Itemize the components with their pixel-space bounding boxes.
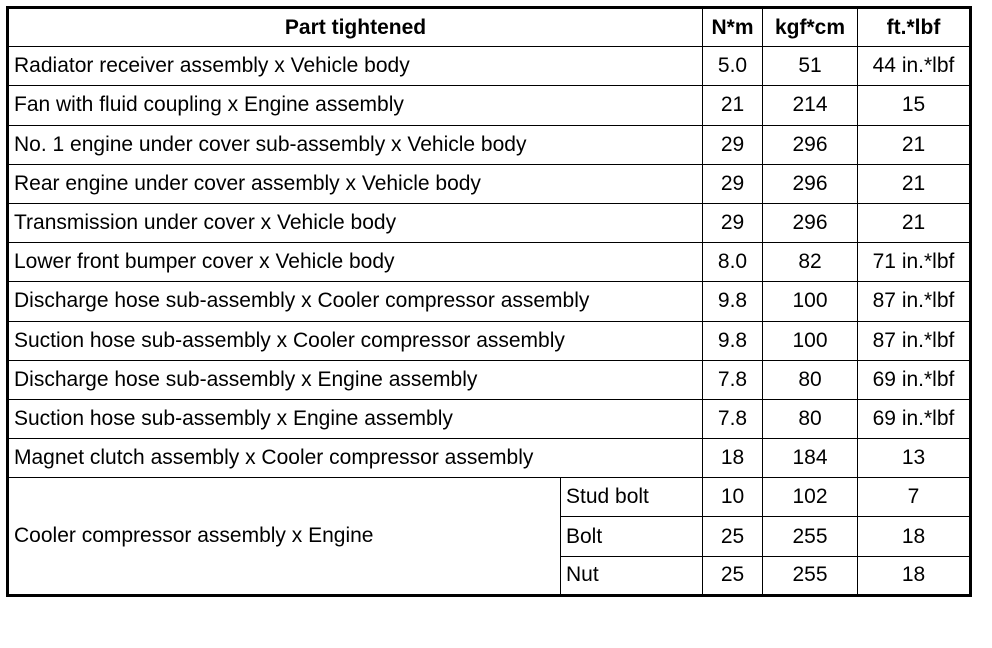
nm-cell: 8.0 bbox=[703, 243, 763, 282]
part-cell: Transmission under cover x Vehicle body bbox=[8, 203, 703, 242]
ft-cell: 18 bbox=[858, 517, 971, 556]
header-kgf: kgf*cm bbox=[763, 8, 858, 47]
fastener-cell: Stud bolt bbox=[561, 478, 703, 517]
fastener-cell: Bolt bbox=[561, 517, 703, 556]
kgf-cell: 80 bbox=[763, 399, 858, 438]
table-row bbox=[8, 47, 971, 86]
ft-cell: 18 bbox=[858, 556, 971, 595]
table-row bbox=[8, 243, 971, 282]
kgf-cell: 296 bbox=[763, 125, 858, 164]
table-row bbox=[8, 164, 971, 203]
table-row bbox=[8, 321, 971, 360]
part-cell: Radiator receiver assembly x Vehicle body bbox=[8, 47, 703, 86]
nm-cell: 25 bbox=[703, 517, 763, 556]
nm-cell: 18 bbox=[703, 439, 763, 478]
part-cell: Rear engine under cover assembly x Vehicle body bbox=[8, 164, 703, 203]
part-cell: Magnet clutch assembly x Cooler compressor assembly bbox=[8, 439, 703, 478]
kgf-cell: 100 bbox=[763, 321, 858, 360]
kgf-cell: 80 bbox=[763, 360, 858, 399]
table-row bbox=[8, 360, 971, 399]
part-cell: Lower front bumper cover x Vehicle body bbox=[8, 243, 703, 282]
ft-cell: 7 bbox=[858, 478, 971, 517]
kgf-cell: 255 bbox=[763, 517, 858, 556]
nm-cell: 5.0 bbox=[703, 47, 763, 86]
table-row bbox=[8, 86, 971, 125]
table-row bbox=[8, 478, 971, 517]
ft-cell: 13 bbox=[858, 439, 971, 478]
nm-cell: 29 bbox=[703, 164, 763, 203]
part-cell: Discharge hose sub-assembly x Cooler compressor assembly bbox=[8, 282, 703, 321]
part-cell: Discharge hose sub-assembly x Engine assembly bbox=[8, 360, 703, 399]
header-row bbox=[8, 8, 971, 47]
kgf-cell: 102 bbox=[763, 478, 858, 517]
table-row bbox=[8, 203, 971, 242]
ft-cell: 69 in.*lbf bbox=[858, 399, 971, 438]
header-nm: N*m bbox=[703, 8, 763, 47]
nm-cell: 25 bbox=[703, 556, 763, 595]
kgf-cell: 100 bbox=[763, 282, 858, 321]
nm-cell: 21 bbox=[703, 86, 763, 125]
ft-cell: 21 bbox=[858, 203, 971, 242]
nm-cell: 9.8 bbox=[703, 282, 763, 321]
kgf-cell: 51 bbox=[763, 47, 858, 86]
part-cell: Fan with fluid coupling x Engine assembly bbox=[8, 86, 703, 125]
kgf-cell: 184 bbox=[763, 439, 858, 478]
header-part: Part tightened bbox=[8, 8, 703, 47]
ft-cell: 21 bbox=[858, 164, 971, 203]
nm-cell: 7.8 bbox=[703, 399, 763, 438]
ft-cell: 71 in.*lbf bbox=[858, 243, 971, 282]
table-row bbox=[8, 399, 971, 438]
nm-cell: 29 bbox=[703, 203, 763, 242]
ft-cell: 87 in.*lbf bbox=[858, 282, 971, 321]
ft-cell: 21 bbox=[858, 125, 971, 164]
fastener-cell: Nut bbox=[561, 556, 703, 595]
kgf-cell: 296 bbox=[763, 164, 858, 203]
header-ft: ft.*lbf bbox=[858, 8, 971, 47]
compressor-part-cell: Cooler compressor assembly x Engine bbox=[8, 478, 561, 596]
part-cell: Suction hose sub-assembly x Cooler compressor assembly bbox=[8, 321, 703, 360]
table-row bbox=[8, 282, 971, 321]
nm-cell: 10 bbox=[703, 478, 763, 517]
ft-cell: 15 bbox=[858, 86, 971, 125]
torque-spec-table bbox=[6, 6, 972, 597]
kgf-cell: 255 bbox=[763, 556, 858, 595]
table-row bbox=[8, 439, 971, 478]
nm-cell: 9.8 bbox=[703, 321, 763, 360]
ft-cell: 44 in.*lbf bbox=[858, 47, 971, 86]
ft-cell: 87 in.*lbf bbox=[858, 321, 971, 360]
nm-cell: 7.8 bbox=[703, 360, 763, 399]
table-row bbox=[8, 125, 971, 164]
ft-cell: 69 in.*lbf bbox=[858, 360, 971, 399]
kgf-cell: 296 bbox=[763, 203, 858, 242]
nm-cell: 29 bbox=[703, 125, 763, 164]
part-cell: No. 1 engine under cover sub-assembly x Vehicle body bbox=[8, 125, 703, 164]
kgf-cell: 214 bbox=[763, 86, 858, 125]
part-cell: Suction hose sub-assembly x Engine assembly bbox=[8, 399, 703, 438]
kgf-cell: 82 bbox=[763, 243, 858, 282]
